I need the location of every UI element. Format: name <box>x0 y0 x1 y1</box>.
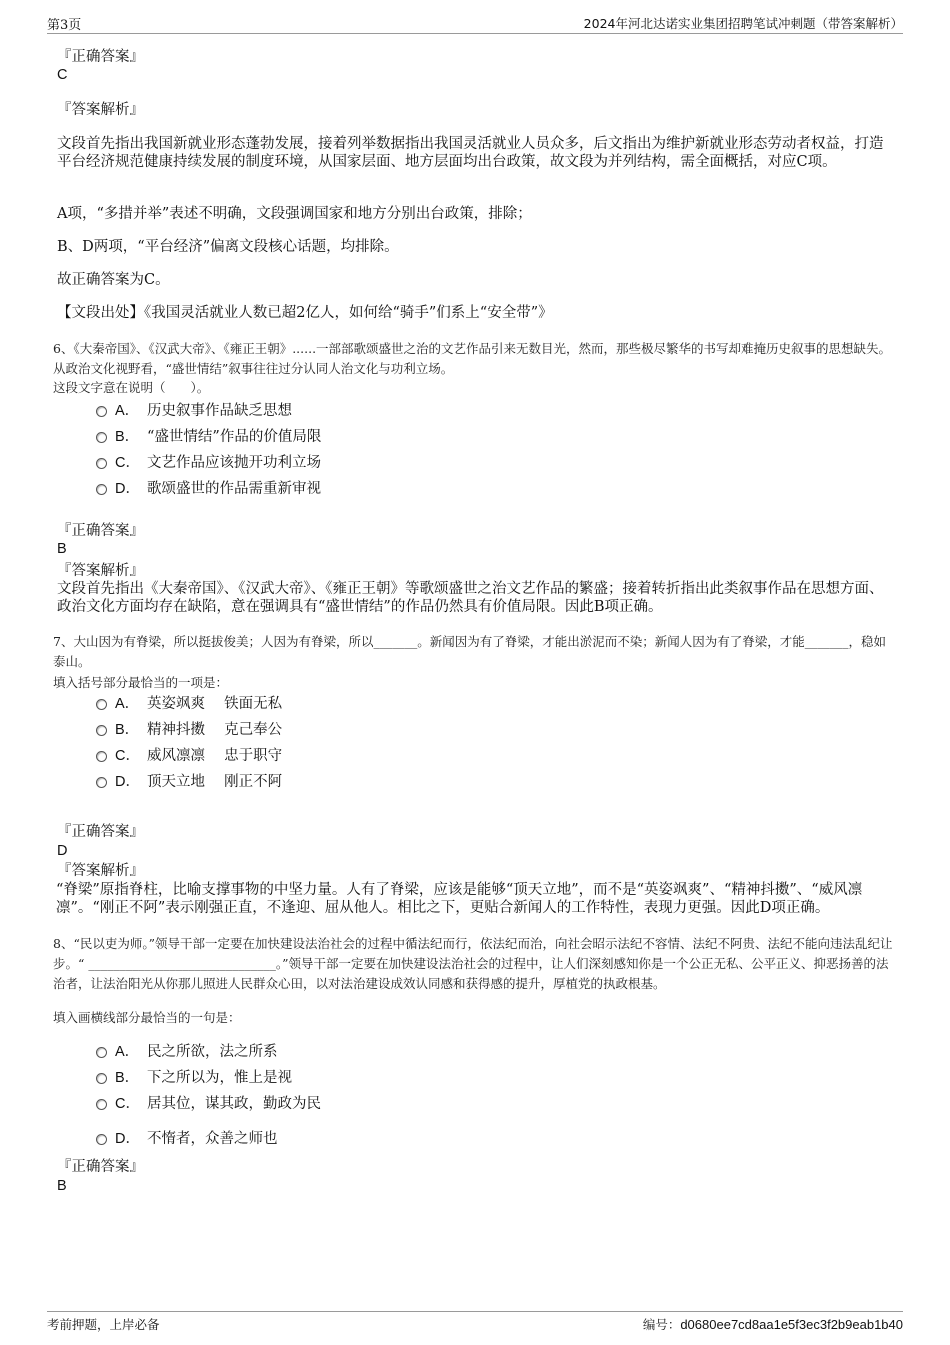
q8-prompt: 填入画横线部分最恰当的一句是： <box>53 1010 241 1025</box>
q5-analysis-p3: B、D两项，“平台经济”偏离文段核心话题，均排除。 <box>57 239 399 255</box>
q6-option-a[interactable]: A． 历史叙事作品缺乏思想 <box>96 401 292 421</box>
q7-option-d[interactable]: D． 顶天立地 刚正不阿 <box>96 772 282 792</box>
radio-icon[interactable] <box>96 777 107 788</box>
q8-option-b[interactable]: B． 下之所以为，惟上是视 <box>96 1068 292 1088</box>
code-value: d0680ee7cd8aa1e5f3ec3f2b9eab1b40 <box>680 1317 903 1332</box>
q6-answer-heading: 『正确答案』 <box>57 523 144 539</box>
radio-icon[interactable] <box>96 484 107 495</box>
radio-icon[interactable] <box>96 751 107 762</box>
q5-answer-heading: 『正确答案』 <box>57 49 144 65</box>
q8-answer-heading: 『正确答案』 <box>57 1159 144 1175</box>
radio-icon[interactable] <box>96 1047 107 1058</box>
q8-option-d[interactable]: D． 不惰者，众善之师也 <box>96 1129 278 1149</box>
q7-stem: 7、大山因为有脊梁，所以挺拔俊美；人因为有脊梁，所以_______。新闻因为有了脊梁，才能出淤泥而不染；新闻人因为有了脊梁，才能_______，稳如泰山。 <box>53 634 886 669</box>
q8-stem: 8、“民以吏为师。”领导干部一定要在加快建设法治社会的过程中循法纪而行，依法纪而治，向社会昭示法纪不容情、法纪不阿贵、法纪不能向违法乱纪让步。“ ______________________________。”领导干部一定要在加快建设法治社会的过程中，让人们深刻感知你是一个公正无私、公平正义、抑恶扬善的法治者，让法治阳光从你那儿照进人民群众心田，以对法治建设成效认同感和获得感的提升，厚植党的执政根基。 <box>53 936 893 991</box>
page-header <box>47 12 903 34</box>
q6-option-d[interactable]: D． 歌颂盛世的作品需重新审视 <box>96 479 321 499</box>
q6-analysis: 文段首先指出《大秦帝国》、《汉武大帝》、《雍正王朝》等歌颂盛世之治文艺作品的繁盛；接着转折指出此类叙事作品在思想方面、政治文化方面均存在缺陷，意在强调具有“盛世情结”的作品仍然具有价值局限。因此B项正确。 <box>57 581 884 615</box>
q5-analysis-heading: 『答案解析』 <box>57 102 144 118</box>
radio-icon[interactable] <box>96 1134 107 1145</box>
document-title: 2024年河北达诺实业集团招聘笔试冲刺题（带答案解析） <box>583 16 903 31</box>
q6-analysis-heading: 『答案解析』 <box>57 563 144 579</box>
q7-option-c[interactable]: C． 威风凛凛 忠于职守 <box>96 746 282 766</box>
q5-analysis-p4: 故正确答案为C。 <box>57 272 170 288</box>
q6-prompt: 这段文字意在说明（ ）。 <box>53 380 210 395</box>
page-footer <box>47 1311 903 1335</box>
q7-option-a[interactable]: A． 英姿飒爽 铁面无私 <box>96 694 282 714</box>
page-number: 第3页 <box>47 18 82 33</box>
radio-icon[interactable] <box>96 406 107 417</box>
q6-option-b[interactable]: B． “盛世情结”作品的价值局限 <box>96 427 321 447</box>
q7-analysis: “脊梁”原指脊柱，比喻支撑事物的中坚力量。人有了脊梁，应该是能够“顶天立地”，而不是“英姿飒爽”、“精神抖擞”、“威风凛凛”。“刚正不阿”表示刚强正直，不逢迎、屈从他人。相比之下，更贴合新闻人的工作特性，表现力更强。因此D项正确。 <box>56 882 863 916</box>
q7-prompt: 填入括号部分最恰当的一项是： <box>53 675 229 690</box>
q7-answer-heading: 『正确答案』 <box>57 824 144 840</box>
q7-answer: D <box>57 843 68 859</box>
footer-slogan: 考前押题，上岸必备 <box>47 1317 160 1332</box>
radio-icon[interactable] <box>96 1099 107 1110</box>
q6-answer: B <box>57 541 67 557</box>
q5-source: 【文段出处】《我国灵活就业人数已超2亿人，如何给“骑手”们系上“安全带”》 <box>57 305 553 321</box>
radio-icon[interactable] <box>96 458 107 469</box>
q8-option-a[interactable]: A． 民之所欲，法之所系 <box>96 1042 278 1062</box>
q7-option-b[interactable]: B． 精神抖擞 克己奉公 <box>96 720 282 740</box>
q5-answer: C <box>57 67 68 83</box>
q6-option-c[interactable]: C． 文艺作品应该抛开功利立场 <box>96 453 321 473</box>
q5-analysis-p1: 文段首先指出我国新就业形态蓬勃发展，接着列举数据指出我国灵活就业人员众多，后文指出为维护新就业形态劳动者权益，打造平台经济规范健康持续发展的制度环境，从国家层面、地方层面均出台政策，故文段为并列结构，需全面概括，对应C项。 <box>57 136 884 170</box>
document-code <box>643 1315 903 1333</box>
radio-icon[interactable] <box>96 725 107 736</box>
q8-option-c[interactable]: C． 居其位，谋其政，勤政为民 <box>96 1094 321 1114</box>
q8-answer: B <box>57 1178 67 1194</box>
radio-icon[interactable] <box>96 1073 107 1084</box>
q6-stem: 6、《大秦帝国》、《汉武大帝》、《雍正王朝》......一部部歌颂盛世之治的文艺作品引来无数目光，然而，那些极尽繁华的书写却难掩历史叙事的思想缺失。从政治文化视野看，“盛世情结”叙事往往过分认同人治文化与功利立场。 <box>53 341 892 376</box>
code-label: 编号： <box>642 1318 681 1332</box>
q5-analysis-p2: A项，“多措并举”表述不明确，文段强调国家和地方分别出台政策，排除； <box>57 206 532 222</box>
radio-icon[interactable] <box>96 699 107 710</box>
q7-analysis-heading: 『答案解析』 <box>57 863 144 879</box>
radio-icon[interactable] <box>96 432 107 443</box>
